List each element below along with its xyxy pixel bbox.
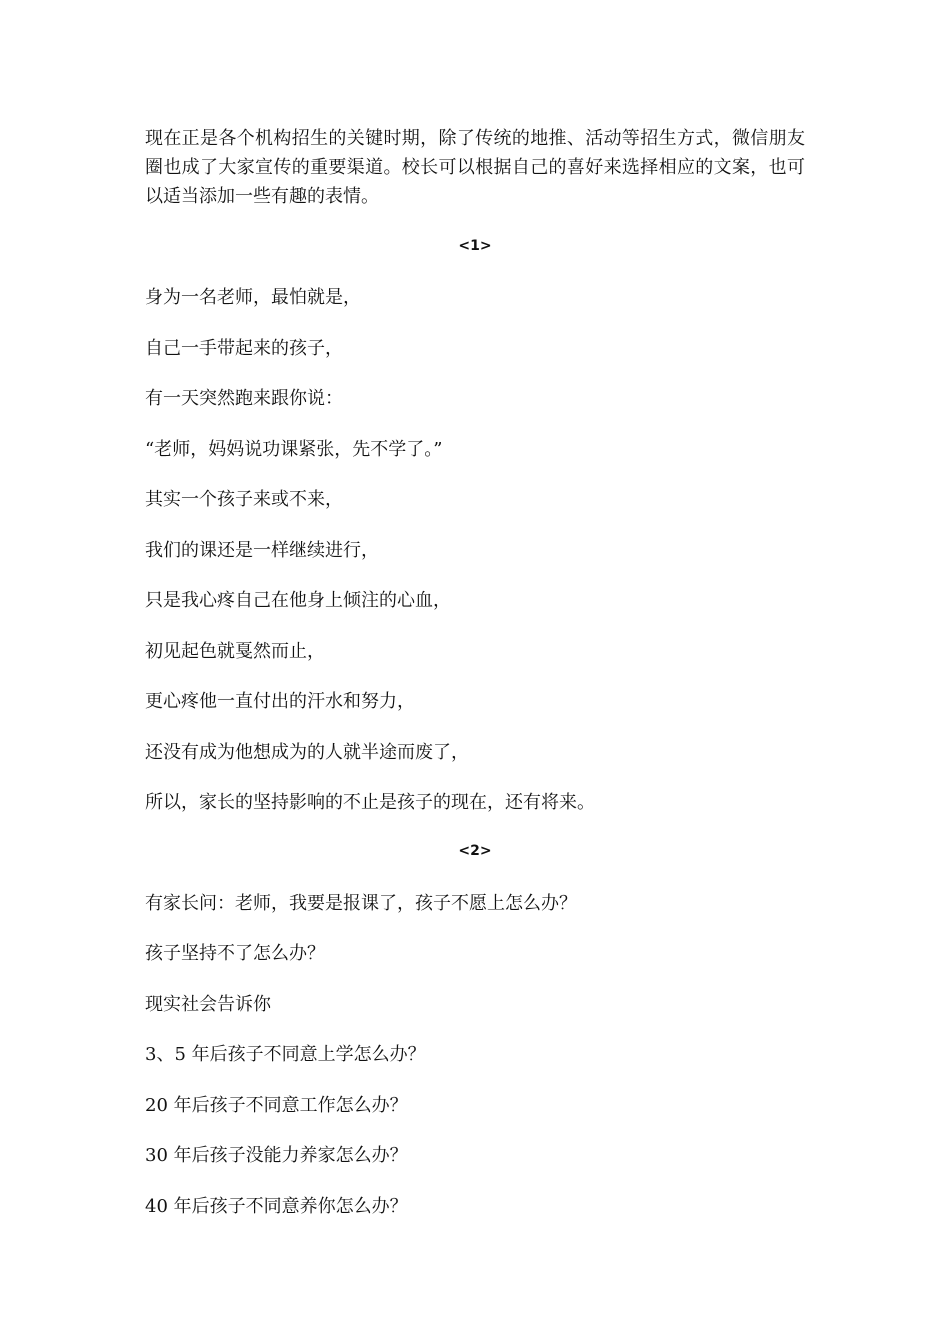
section-1-line: 其实一个孩子来或不来， [145, 489, 343, 510]
section-1-line: 自己一手带起来的孩子， [145, 338, 343, 359]
section-2-line: 有家长问：老师，我要是报课了，孩子不愿上怎么办？ [145, 893, 577, 914]
section-2-heading: <2> [458, 843, 492, 859]
section-1-line: 更心疼他一直付出的汗水和努力， [145, 691, 415, 712]
section-1-line: 初见起色就戛然而止， [145, 641, 325, 662]
section-1-heading: <1> [458, 238, 492, 254]
section-1-line: 只是我心疼自己在他身上倾注的心血， [145, 590, 451, 611]
section-1-line: “老师，妈妈说功课紧张，先不学了。” [145, 439, 443, 460]
intro-paragraph: 现在正是各个机构招生的关键时期，除了传统的地推、活动等招生方式，微信朋友圈也成了大家宣传的重要渠道。校长可以根据自己的喜好来选择相应的文案，也可以适当添加一些有趣的表情。 [145, 128, 805, 207]
section-1-line: 身为一名老师，最怕就是， [145, 287, 361, 308]
section-2-line: 30 年后孩子没能力养家怎么办？ [145, 1145, 408, 1166]
section-2-line: 现实社会告诉你 [145, 994, 271, 1015]
section-2-line: 孩子坚持不了怎么办？ [145, 943, 325, 964]
section-1-line: 有一天突然跑来跟你说： [145, 388, 343, 409]
section-1-line: 我们的课还是一样继续进行， [145, 540, 379, 561]
section-1-line: 所以，家长的坚持影响的不止是孩子的现在，还有将来。 [145, 792, 595, 813]
section-2-line: 40 年后孩子不同意养你怎么办？ [145, 1196, 408, 1217]
section-2-line: 3、5 年后孩子不同意上学怎么办？ [145, 1044, 426, 1065]
section-1-line: 还没有成为他想成为的人就半途而废了， [145, 742, 469, 763]
section-2-line: 20 年后孩子不同意工作怎么办？ [145, 1095, 408, 1116]
